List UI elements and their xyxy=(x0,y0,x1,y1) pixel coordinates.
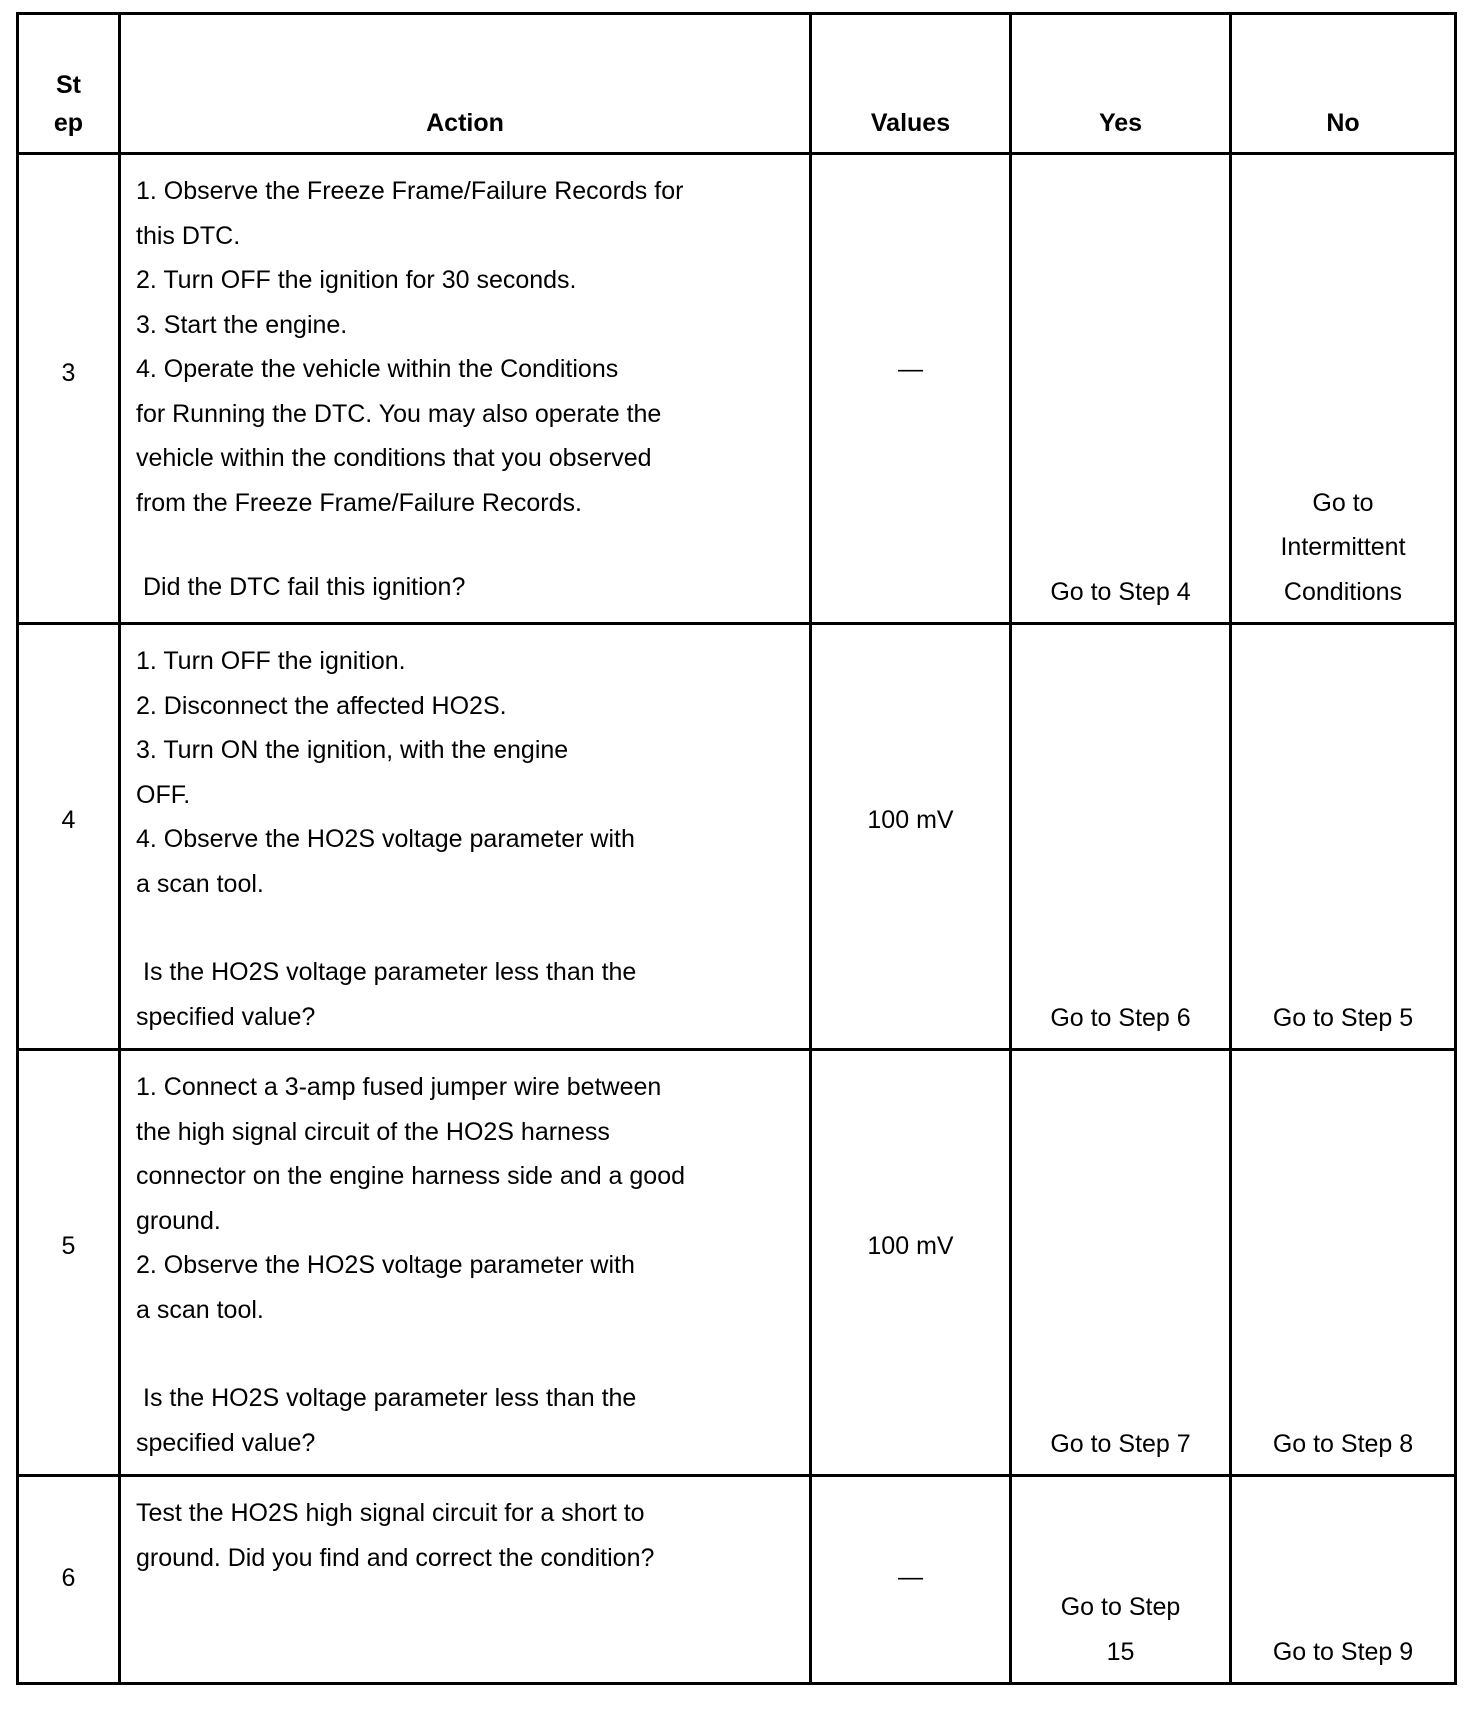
no-cell: Go to Step 5 xyxy=(1231,624,1456,1050)
values-cell: — xyxy=(811,154,1011,624)
header-yes: Yes xyxy=(1011,14,1231,154)
yes-cell: Go to Step 7 xyxy=(1011,1050,1231,1476)
no-line: Go to xyxy=(1312,488,1374,517)
action-line: 1. Connect a 3-amp fused jumper wire between xyxy=(136,1073,662,1101)
action-line: 2. Observe the HO2S voltage parameter with xyxy=(136,1251,635,1279)
action-line: the high signal circuit of the HO2S harness xyxy=(136,1117,610,1146)
no-line: Conditions xyxy=(1283,577,1403,606)
action-line: vehicle within the conditions that you observed xyxy=(136,444,652,472)
action-line: 2. Turn OFF the ignition for 30 seconds. xyxy=(136,266,577,294)
action-cell xyxy=(120,624,811,1050)
no-cell xyxy=(1231,154,1456,624)
action-line: 1. Turn OFF the ignition. xyxy=(136,647,406,675)
no-cell: Go to Step 9 xyxy=(1231,1476,1456,1684)
action-cell xyxy=(120,154,811,624)
yes-line: 15 xyxy=(1106,1637,1135,1666)
yes-cell: Go to Step 4 xyxy=(1011,154,1231,624)
no-line: Intermittent xyxy=(1280,533,1406,561)
action-question: Is the HO2S voltage parameter less than the xyxy=(143,1384,637,1412)
values-cell: 100 mV xyxy=(811,1050,1011,1476)
action-cell xyxy=(120,1476,811,1684)
action-question: Is the HO2S voltage parameter less than the xyxy=(143,958,637,986)
diagnostic-table xyxy=(16,12,1457,1685)
step-cell: 3 xyxy=(18,154,120,624)
yes-cell xyxy=(1011,1476,1231,1684)
action-line: OFF. xyxy=(136,780,191,809)
action-question: Did the DTC fail this ignition? xyxy=(143,573,466,601)
action-line: ground. Did you find and correct the condition? xyxy=(136,1543,655,1572)
step-cell: 5 xyxy=(18,1050,120,1476)
action-line: 3. Turn ON the ignition, with the engine xyxy=(136,736,569,764)
values-cell: 100 mV xyxy=(811,624,1011,1050)
yes-line: Go to Step xyxy=(1060,1593,1181,1621)
action-line: 2. Disconnect the affected HO2S. xyxy=(136,691,507,720)
values-cell: — xyxy=(811,1476,1011,1684)
action-line: 4. Observe the HO2S voltage parameter with xyxy=(136,825,635,853)
step-cell: 4 xyxy=(18,624,120,1050)
action-line: a scan tool. xyxy=(136,869,264,898)
action-line: 1. Observe the Freeze Frame/Failure Records for xyxy=(136,177,684,205)
no-cell: Go to Step 8 xyxy=(1231,1050,1456,1476)
table-row-step-5 xyxy=(18,1050,1456,1476)
action-question-cont: specified value? xyxy=(136,1428,316,1457)
action-cell xyxy=(120,1050,811,1476)
action-question-cont: specified value? xyxy=(136,1002,316,1031)
header-step-line1: St xyxy=(56,71,81,99)
header-row xyxy=(18,14,1456,154)
header-values: Values xyxy=(811,14,1011,154)
action-line: 3. Start the engine. xyxy=(136,310,348,339)
table-row-step-6 xyxy=(18,1476,1456,1684)
yes-cell: Go to Step 6 xyxy=(1011,624,1231,1050)
header-no: No xyxy=(1231,14,1456,154)
step-cell: 6 xyxy=(18,1476,120,1684)
action-line: Test the HO2S high signal circuit for a short to xyxy=(136,1499,645,1527)
action-line: ground. xyxy=(136,1206,221,1235)
header-action: Action xyxy=(120,14,811,154)
action-line: for Running the DTC. You may also operate the xyxy=(136,399,662,428)
action-line: 4. Operate the vehicle within the Conditions xyxy=(136,355,619,383)
action-line: connector on the engine harness side and a good xyxy=(136,1162,686,1190)
header-step xyxy=(18,14,120,154)
action-line: from the Freeze Frame/Failure Records. xyxy=(136,488,582,517)
table-row-step-3 xyxy=(18,154,1456,624)
action-line: a scan tool. xyxy=(136,1295,264,1324)
header-step-line2: ep xyxy=(53,109,84,137)
table-row-step-4 xyxy=(18,624,1456,1050)
action-line: this DTC. xyxy=(136,221,241,250)
